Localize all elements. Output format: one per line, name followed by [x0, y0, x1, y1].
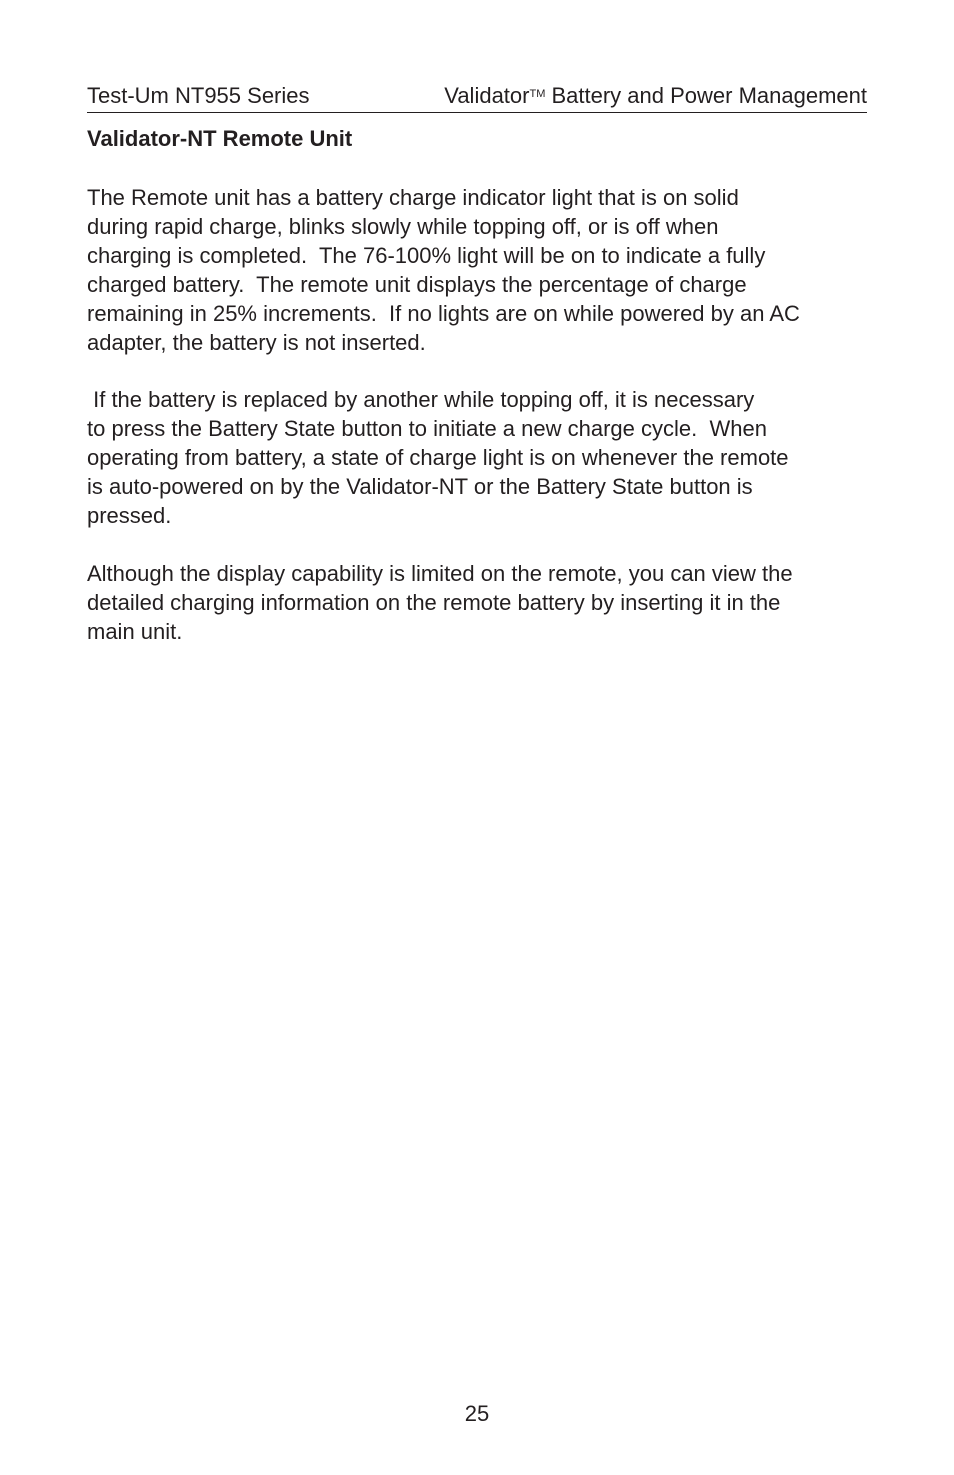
paragraph-line: adapter, the battery is not inserted. — [87, 330, 426, 355]
paragraph-line: remaining in 25% increments. If no lights are on while powered by an AC — [87, 301, 800, 326]
header-chapter-rest: Battery and Power Management — [545, 83, 867, 108]
paragraph-3 — [87, 559, 877, 646]
header-trademark: TM — [529, 88, 546, 100]
paragraph-2 — [87, 385, 877, 530]
paragraph-line: main unit. — [87, 619, 183, 644]
page-header — [87, 82, 867, 113]
header-series-title: Test-Um NT955 Series — [87, 83, 310, 108]
paragraph-line: to press the Battery State button to initiate a new charge cycle. When — [87, 416, 767, 441]
paragraph-line: is auto-powered on by the Validator-NT or the Battery State button is — [87, 474, 753, 499]
paragraph-line: charged battery. The remote unit displays the percentage of charge — [87, 272, 747, 297]
paragraph-line: operating from battery, a state of charge light is on whenever the remote — [87, 445, 789, 470]
paragraph-line: detailed charging information on the remote battery by inserting it in the — [87, 590, 781, 615]
section-title: Validator-NT Remote Unit — [87, 126, 353, 151]
page-number: 25 — [464, 1401, 490, 1426]
paragraph-line: pressed. — [87, 503, 172, 528]
paragraph-line: The Remote unit has a battery charge indicator light that is on solid — [87, 185, 739, 210]
paragraph-line: If the battery is replaced by another while topping off, it is necessary — [87, 387, 755, 412]
header-brand: Validator — [444, 83, 530, 108]
paragraph-line: Although the display capability is limited on the remote, you can view the — [87, 561, 793, 586]
paragraph-line: during rapid charge, blinks slowly while topping off, or is off when — [87, 214, 719, 239]
paragraph-1 — [87, 183, 877, 357]
paragraph-line: charging is completed. The 76-100% light will be on to indicate a fully — [87, 243, 766, 268]
header-chapter-title — [444, 82, 867, 110]
